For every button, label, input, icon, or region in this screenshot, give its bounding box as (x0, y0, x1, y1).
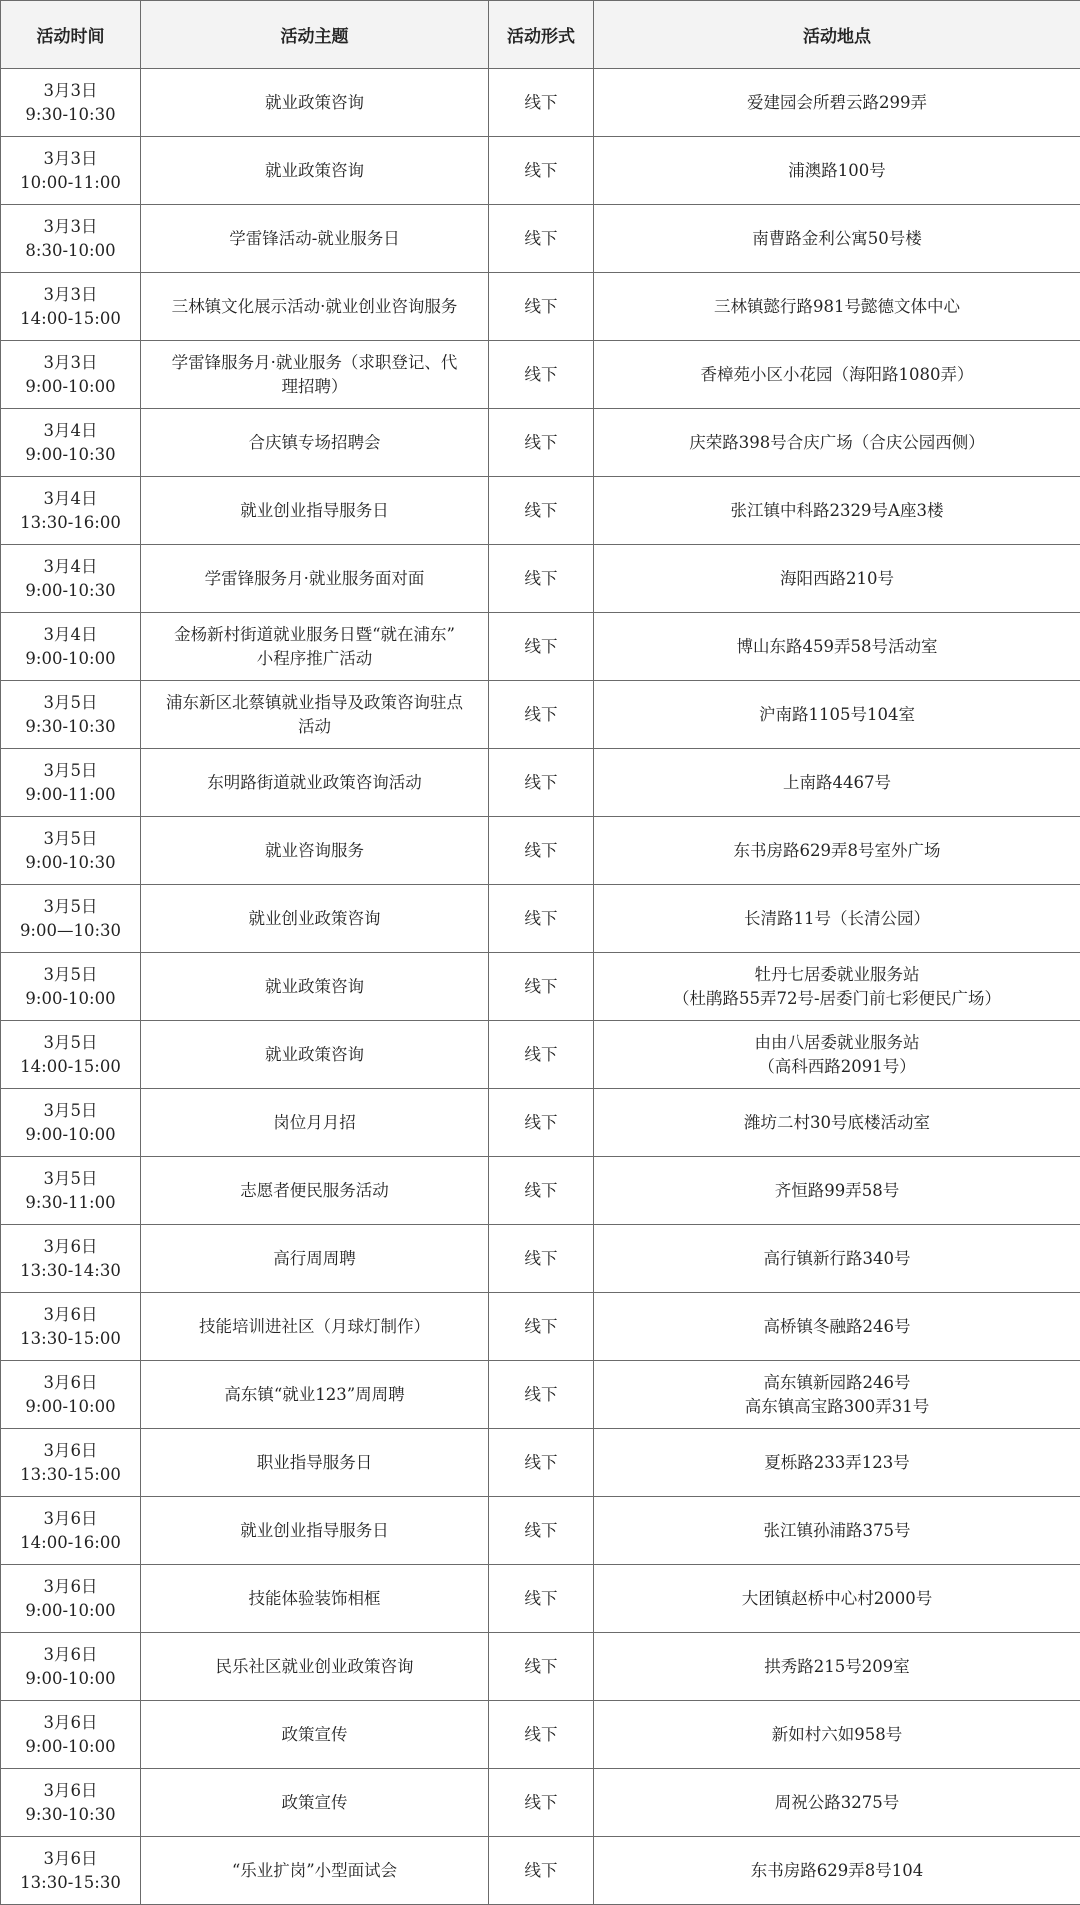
cell-activity-time (1, 137, 141, 205)
cell-activity-form: 线下 (489, 817, 594, 885)
activity-location-text: 海阳西路210号 (600, 567, 1074, 591)
activity-theme-text: “乐业扩岗”小型面试会 (147, 1859, 482, 1883)
activity-date: 3月4日 (7, 487, 134, 511)
cell-activity-time (1, 953, 141, 1021)
cell-activity-theme (141, 1429, 489, 1497)
activity-time-range: 8:30-10:00 (7, 239, 134, 263)
table-row (1, 681, 1080, 749)
table-row (1, 1565, 1080, 1633)
header-activity-form: 活动形式 (489, 1, 594, 69)
activity-theme-text: 就业政策咨询 (147, 91, 482, 115)
cell-activity-form: 线下 (489, 477, 594, 545)
activity-theme-text: 职业指导服务日 (147, 1451, 482, 1475)
table-row (1, 1701, 1080, 1769)
activity-date: 3月5日 (7, 827, 134, 851)
cell-activity-theme (141, 545, 489, 613)
activity-time-range: 14:00-16:00 (7, 1531, 134, 1555)
activity-time-range: 9:00-10:30 (7, 851, 134, 875)
activity-theme-text: 就业创业指导服务日 (147, 499, 482, 523)
cell-activity-theme (141, 205, 489, 273)
activity-location-text: 三林镇懿行路981号懿德文体中心 (600, 295, 1074, 319)
activity-time-range: 9:00-10:30 (7, 443, 134, 467)
activity-location-text: 东书房路629弄8号104 (600, 1859, 1074, 1883)
activity-time-range: 9:30-11:00 (7, 1191, 134, 1215)
cell-activity-time (1, 749, 141, 817)
cell-activity-theme (141, 613, 489, 681)
cell-activity-theme (141, 1361, 489, 1429)
activity-date: 3月6日 (7, 1507, 134, 1531)
activity-theme-text: 学雷锋活动-就业服务日 (147, 227, 482, 251)
cell-activity-form: 线下 (489, 1633, 594, 1701)
cell-activity-theme (141, 137, 489, 205)
activity-time-range: 14:00-15:00 (7, 307, 134, 331)
activity-theme-text: 就业政策咨询 (147, 1043, 482, 1067)
cell-activity-theme (141, 1225, 489, 1293)
activity-date: 3月6日 (7, 1779, 134, 1803)
cell-activity-theme (141, 953, 489, 1021)
cell-activity-form: 线下 (489, 1225, 594, 1293)
table-row (1, 953, 1080, 1021)
cell-activity-theme (141, 1837, 489, 1905)
activity-time-range: 10:00-11:00 (7, 171, 134, 195)
table-row (1, 885, 1080, 953)
table-row (1, 1225, 1080, 1293)
cell-activity-form: 线下 (489, 1837, 594, 1905)
cell-activity-location (594, 1361, 1080, 1429)
activity-date: 3月3日 (7, 283, 134, 307)
table-row (1, 409, 1080, 477)
activity-time-range: 9:00-10:00 (7, 1599, 134, 1623)
cell-activity-theme (141, 1633, 489, 1701)
cell-activity-form: 线下 (489, 1157, 594, 1225)
table-row (1, 1089, 1080, 1157)
activity-date: 3月5日 (7, 759, 134, 783)
activity-location-text: 由由八居委就业服务站 (600, 1031, 1074, 1055)
cell-activity-location (594, 1837, 1080, 1905)
activity-theme-text: 高行周周聘 (147, 1247, 482, 1271)
activity-theme-text: 技能培训进社区（月球灯制作） (147, 1315, 482, 1339)
cell-activity-form: 线下 (489, 1361, 594, 1429)
activity-date: 3月3日 (7, 147, 134, 171)
cell-activity-form: 线下 (489, 409, 594, 477)
cell-activity-location (594, 1429, 1080, 1497)
activity-time-range: 9:00-10:00 (7, 1735, 134, 1759)
activity-location-text: 上南路4467号 (600, 771, 1074, 795)
cell-activity-theme (141, 341, 489, 409)
cell-activity-location (594, 1497, 1080, 1565)
activity-time-range: 13:30-16:00 (7, 511, 134, 535)
cell-activity-theme (141, 69, 489, 137)
activity-theme-text: 就业政策咨询 (147, 159, 482, 183)
activity-location-text: 沪南路1105号104室 (600, 703, 1074, 727)
activity-date: 3月3日 (7, 79, 134, 103)
cell-activity-form: 线下 (489, 1293, 594, 1361)
activity-location-text: 高桥镇冬融路246号 (600, 1315, 1074, 1339)
activity-date: 3月6日 (7, 1847, 134, 1871)
activity-location-text: 庆荣路398号合庆广场（合庆公园西侧） (600, 431, 1074, 455)
header-activity-location: 活动地点 (594, 1, 1080, 69)
cell-activity-time (1, 1225, 141, 1293)
cell-activity-theme (141, 1157, 489, 1225)
cell-activity-location (594, 1633, 1080, 1701)
table-row (1, 1497, 1080, 1565)
cell-activity-time (1, 477, 141, 545)
activity-time-range: 13:30-14:30 (7, 1259, 134, 1283)
activity-location-text: 齐恒路99弄58号 (600, 1179, 1074, 1203)
activity-theme-text: 小程序推广活动 (147, 647, 482, 671)
cell-activity-location (594, 1089, 1080, 1157)
activity-time-range: 9:00-10:00 (7, 1395, 134, 1419)
cell-activity-theme (141, 1089, 489, 1157)
table-row (1, 341, 1080, 409)
cell-activity-location (594, 545, 1080, 613)
table-row (1, 205, 1080, 273)
cell-activity-form: 线下 (489, 1701, 594, 1769)
activity-theme-text: 三林镇文化展示活动·就业创业咨询服务 (147, 295, 482, 319)
activity-location-text: 张江镇中科路2329号A座3楼 (600, 499, 1074, 523)
cell-activity-form: 线下 (489, 681, 594, 749)
activity-theme-text: 就业创业政策咨询 (147, 907, 482, 931)
cell-activity-theme (141, 749, 489, 817)
cell-activity-form: 线下 (489, 273, 594, 341)
cell-activity-time (1, 1497, 141, 1565)
cell-activity-form: 线下 (489, 341, 594, 409)
activity-time-range: 9:00—10:30 (7, 919, 134, 943)
activity-date: 3月5日 (7, 895, 134, 919)
cell-activity-location (594, 613, 1080, 681)
cell-activity-time (1, 817, 141, 885)
activity-theme-text: 志愿者便民服务活动 (147, 1179, 482, 1203)
cell-activity-time (1, 341, 141, 409)
activity-time-range: 13:30-15:30 (7, 1871, 134, 1895)
activity-time-range: 9:00-10:00 (7, 647, 134, 671)
cell-activity-form: 线下 (489, 137, 594, 205)
activity-time-range: 13:30-15:00 (7, 1327, 134, 1351)
cell-activity-time (1, 1769, 141, 1837)
activity-location-text: 高东镇新园路246号 (600, 1371, 1074, 1395)
table-row (1, 273, 1080, 341)
activity-date: 3月4日 (7, 623, 134, 647)
cell-activity-location (594, 137, 1080, 205)
cell-activity-location (594, 1021, 1080, 1089)
activity-theme-text: 高东镇“就业123”周周聘 (147, 1383, 482, 1407)
cell-activity-form: 线下 (489, 1565, 594, 1633)
cell-activity-location (594, 409, 1080, 477)
cell-activity-location (594, 477, 1080, 545)
cell-activity-time (1, 69, 141, 137)
activity-date: 3月6日 (7, 1303, 134, 1327)
activity-location-text: （高科西路2091号） (600, 1055, 1074, 1079)
activity-theme-text: 金杨新村街道就业服务日暨“就在浦东” (147, 623, 482, 647)
activity-time-range: 9:00-10:00 (7, 1123, 134, 1147)
activity-location-text: （杜鹃路55弄72号-居委门前七彩便民广场） (600, 987, 1074, 1011)
cell-activity-theme (141, 1293, 489, 1361)
cell-activity-time (1, 409, 141, 477)
cell-activity-theme (141, 885, 489, 953)
activity-theme-text: 技能体验装饰相框 (147, 1587, 482, 1611)
table-row (1, 545, 1080, 613)
activity-location-text: 夏栎路233弄123号 (600, 1451, 1074, 1475)
cell-activity-location (594, 1157, 1080, 1225)
cell-activity-theme (141, 1497, 489, 1565)
table-row (1, 1837, 1080, 1905)
activity-location-text: 博山东路459弄58号活动室 (600, 635, 1074, 659)
cell-activity-form: 线下 (489, 69, 594, 137)
cell-activity-location (594, 1293, 1080, 1361)
cell-activity-theme (141, 681, 489, 749)
cell-activity-location (594, 205, 1080, 273)
activity-date: 3月4日 (7, 555, 134, 579)
cell-activity-time (1, 681, 141, 749)
cell-activity-time (1, 1361, 141, 1429)
cell-activity-time (1, 613, 141, 681)
activity-location-text: 爱建园会所碧云路299弄 (600, 91, 1074, 115)
cell-activity-location (594, 817, 1080, 885)
cell-activity-form: 线下 (489, 1089, 594, 1157)
table-row (1, 1293, 1080, 1361)
cell-activity-location (594, 749, 1080, 817)
cell-activity-form: 线下 (489, 545, 594, 613)
activity-location-text: 高行镇新行路340号 (600, 1247, 1074, 1271)
cell-activity-time (1, 545, 141, 613)
activity-time-range: 9:30-10:30 (7, 103, 134, 127)
cell-activity-time (1, 1837, 141, 1905)
activity-theme-text: 政策宣传 (147, 1791, 482, 1815)
activity-theme-text: 民乐社区就业创业政策咨询 (147, 1655, 482, 1679)
activity-theme-text: 就业政策咨询 (147, 975, 482, 999)
activity-theme-text: 政策宣传 (147, 1723, 482, 1747)
cell-activity-time (1, 1565, 141, 1633)
cell-activity-theme (141, 1021, 489, 1089)
table-row (1, 613, 1080, 681)
activity-date: 3月6日 (7, 1643, 134, 1667)
activity-location-text: 香樟苑小区小花园（海阳路1080弄） (600, 363, 1074, 387)
activity-theme-text: 浦东新区北蔡镇就业指导及政策咨询驻点 (147, 691, 482, 715)
activity-location-text: 长清路11号（长清公园） (600, 907, 1074, 931)
activity-date: 3月6日 (7, 1711, 134, 1735)
cell-activity-time (1, 273, 141, 341)
cell-activity-location (594, 885, 1080, 953)
activity-location-text: 潍坊二村30号底楼活动室 (600, 1111, 1074, 1135)
activity-location-text: 张江镇孙浦路375号 (600, 1519, 1074, 1543)
cell-activity-theme (141, 409, 489, 477)
cell-activity-form: 线下 (489, 885, 594, 953)
activity-theme-text: 活动 (147, 715, 482, 739)
activity-date: 3月6日 (7, 1575, 134, 1599)
activity-time-range: 9:30-10:30 (7, 1803, 134, 1827)
cell-activity-time (1, 885, 141, 953)
activity-location-text: 牡丹七居委就业服务站 (600, 963, 1074, 987)
activity-location-text: 新如村六如958号 (600, 1723, 1074, 1747)
activity-location-text: 周祝公路3275号 (600, 1791, 1074, 1815)
cell-activity-form: 线下 (489, 1021, 594, 1089)
table-row (1, 477, 1080, 545)
activity-time-range: 14:00-15:00 (7, 1055, 134, 1079)
activity-location-text: 拱秀路215号209室 (600, 1655, 1074, 1679)
activity-date: 3月6日 (7, 1235, 134, 1259)
activity-date: 3月5日 (7, 963, 134, 987)
table-row (1, 1769, 1080, 1837)
activity-time-range: 9:00-10:30 (7, 579, 134, 603)
table-row (1, 1429, 1080, 1497)
activity-location-text: 东书房路629弄8号室外广场 (600, 839, 1074, 863)
activity-date: 3月5日 (7, 1031, 134, 1055)
activity-theme-text: 学雷锋服务月·就业服务面对面 (147, 567, 482, 591)
activity-date: 3月5日 (7, 1099, 134, 1123)
cell-activity-form: 线下 (489, 1429, 594, 1497)
cell-activity-form: 线下 (489, 613, 594, 681)
activity-time-range: 13:30-15:00 (7, 1463, 134, 1487)
cell-activity-time (1, 1293, 141, 1361)
cell-activity-time (1, 1701, 141, 1769)
cell-activity-location (594, 953, 1080, 1021)
activity-date: 3月6日 (7, 1439, 134, 1463)
activity-time-range: 9:00-10:00 (7, 987, 134, 1011)
activity-time-range: 9:00-11:00 (7, 783, 134, 807)
activity-theme-text: 理招聘） (147, 375, 482, 399)
cell-activity-time (1, 1157, 141, 1225)
table-row (1, 137, 1080, 205)
table-body (1, 69, 1080, 1905)
cell-activity-location (594, 1225, 1080, 1293)
activity-date: 3月3日 (7, 215, 134, 239)
cell-activity-form: 线下 (489, 749, 594, 817)
activity-theme-text: 岗位月月招 (147, 1111, 482, 1135)
cell-activity-location (594, 1769, 1080, 1837)
table-row (1, 817, 1080, 885)
activity-theme-text: 合庆镇专场招聘会 (147, 431, 482, 455)
cell-activity-form: 线下 (489, 205, 594, 273)
cell-activity-time (1, 1633, 141, 1701)
table-row (1, 1361, 1080, 1429)
activity-time-range: 9:00-10:00 (7, 375, 134, 399)
activity-time-range: 9:30-10:30 (7, 715, 134, 739)
cell-activity-location (594, 69, 1080, 137)
activity-theme-text: 就业创业指导服务日 (147, 1519, 482, 1543)
activity-date: 3月5日 (7, 1167, 134, 1191)
cell-activity-location (594, 1565, 1080, 1633)
activity-theme-text: 就业咨询服务 (147, 839, 482, 863)
cell-activity-form: 线下 (489, 1497, 594, 1565)
activity-time-range: 9:00-10:00 (7, 1667, 134, 1691)
cell-activity-form: 线下 (489, 1769, 594, 1837)
cell-activity-theme (141, 1565, 489, 1633)
cell-activity-theme (141, 477, 489, 545)
activity-theme-text: 东明路街道就业政策咨询活动 (147, 771, 482, 795)
table-row (1, 69, 1080, 137)
activity-location-text: 南曹路金利公寓50号楼 (600, 227, 1074, 251)
activity-date: 3月4日 (7, 419, 134, 443)
table-row (1, 749, 1080, 817)
cell-activity-location (594, 273, 1080, 341)
cell-activity-time (1, 1429, 141, 1497)
header-activity-time: 活动时间 (1, 1, 141, 69)
table-row (1, 1633, 1080, 1701)
header-activity-theme: 活动主题 (141, 1, 489, 69)
cell-activity-theme (141, 1701, 489, 1769)
cell-activity-location (594, 681, 1080, 749)
cell-activity-theme (141, 1769, 489, 1837)
cell-activity-theme (141, 273, 489, 341)
cell-activity-location (594, 1701, 1080, 1769)
cell-activity-form: 线下 (489, 953, 594, 1021)
activity-theme-text: 学雷锋服务月·就业服务（求职登记、代 (147, 351, 482, 375)
activity-location-text: 大团镇赵桥中心村2000号 (600, 1587, 1074, 1611)
activity-date: 3月5日 (7, 691, 134, 715)
activity-location-text: 高东镇高宝路300弄31号 (600, 1395, 1074, 1419)
cell-activity-location (594, 341, 1080, 409)
table-header-row (1, 1, 1080, 69)
cell-activity-time (1, 1089, 141, 1157)
activity-date: 3月3日 (7, 351, 134, 375)
activity-date: 3月6日 (7, 1371, 134, 1395)
cell-activity-time (1, 1021, 141, 1089)
activity-location-text: 浦澳路100号 (600, 159, 1074, 183)
cell-activity-time (1, 205, 141, 273)
table-row (1, 1021, 1080, 1089)
table-row (1, 1157, 1080, 1225)
cell-activity-theme (141, 817, 489, 885)
